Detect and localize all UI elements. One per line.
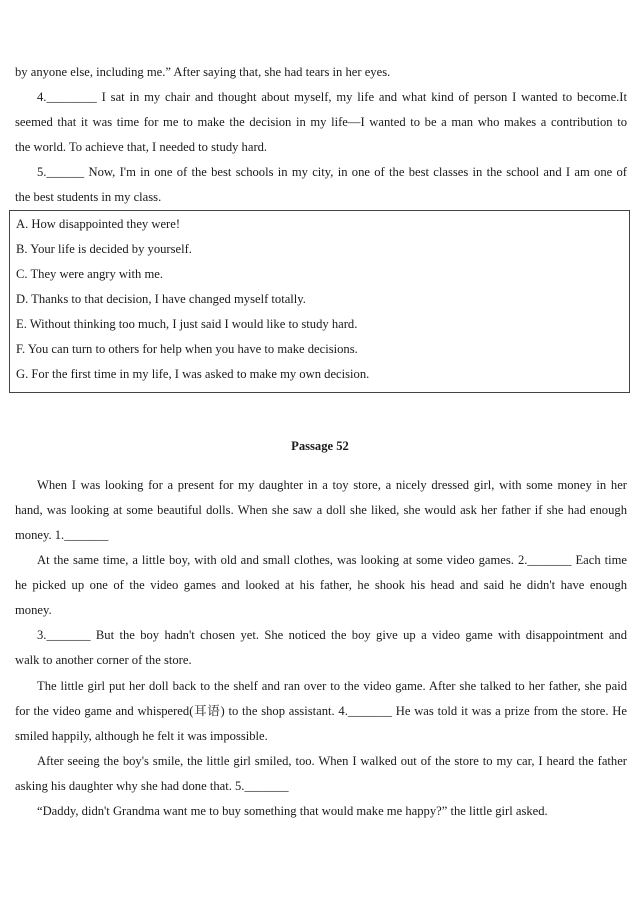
passage-52-line-14: “Daddy, didn't Grandma want me to buy something that would make me happy?” the little girl asked.: [37, 804, 548, 818]
option-c: C. They were angry with me.: [16, 267, 164, 281]
passage-52-line-4: At the same time, a little boy, with old and small clothes, was looking at some video games. 2._______ Each time: [37, 553, 627, 567]
passage-52-line-12: After seeing the boy's smile, the little girl smiled, too. When I walked out of the store to my car, I heard the father: [37, 754, 627, 768]
option-e: E. Without thinking too much, I just said I would like to study hard.: [16, 317, 358, 331]
passage-52-line-13: asking his daughter why she had done that. 5._______: [15, 779, 289, 793]
option-g: G. For the first time in my life, I was asked to make my own decision.: [16, 367, 370, 381]
passage-51-line-5: 5.______ Now, I'm in one of the best schools in my city, in one of the best classes in the school and I am one of: [37, 165, 627, 179]
passage-52-line-6: money.: [15, 603, 52, 617]
passage-52-line-10: for the video game and whispered(耳语) to the shop assistant. 4._______ He was told it was a prize from the store. He: [15, 704, 627, 718]
passage-52-line-9: The little girl put her doll back to the shelf and ran over to the video game. After she talked to her father, she paid: [37, 679, 627, 693]
passage-52-line-11: smiled happily, although he felt it was impossible.: [15, 729, 268, 743]
passage-51-line-4: the world. To achieve that, I needed to study hard.: [15, 140, 268, 154]
passage-51-line-1: by anyone else, including me.” After saying that, she had tears in her eyes.: [15, 65, 391, 79]
passage-52-line-1: When I was looking for a present for my daughter in a toy store, a nicely dressed girl, with some money in her: [37, 478, 627, 492]
passage-52-line-8: walk to another corner of the store.: [15, 653, 192, 667]
options-box: [9, 210, 630, 393]
option-d: D. Thanks to that decision, I have changed myself totally.: [16, 292, 306, 306]
passage-52-line-3: money. 1._______: [15, 528, 109, 542]
passage-51-line-3: seemed that it was time for me to make the decision in my life—I wanted to be a man who makes a contribution to: [15, 115, 627, 129]
option-a: A. How disappointed they were!: [16, 217, 181, 231]
passage-title: Passage 52: [291, 439, 349, 453]
option-b: B. Your life is decided by yourself.: [16, 242, 192, 256]
passage-52-line-5: he picked up one of the video games and looked at his father, he shook his head and said he didn't have enough: [15, 578, 627, 592]
passage-52-line-2: hand, was looking at some beautiful dolls. When she saw a doll she liked, she would ask her father if she had enough: [15, 503, 627, 517]
passage-51-line-2: 4.________ I sat in my chair and thought about myself, my life and what kind of person I wanted to become.It: [37, 90, 627, 104]
option-f: F. You can turn to others for help when you have to make decisions.: [16, 342, 358, 356]
passage-52-line-7: 3._______ But the boy hadn't chosen yet. She noticed the boy give up a video game with disappointment and: [37, 628, 627, 642]
passage-51-line-6: the best students in my class.: [15, 190, 162, 204]
